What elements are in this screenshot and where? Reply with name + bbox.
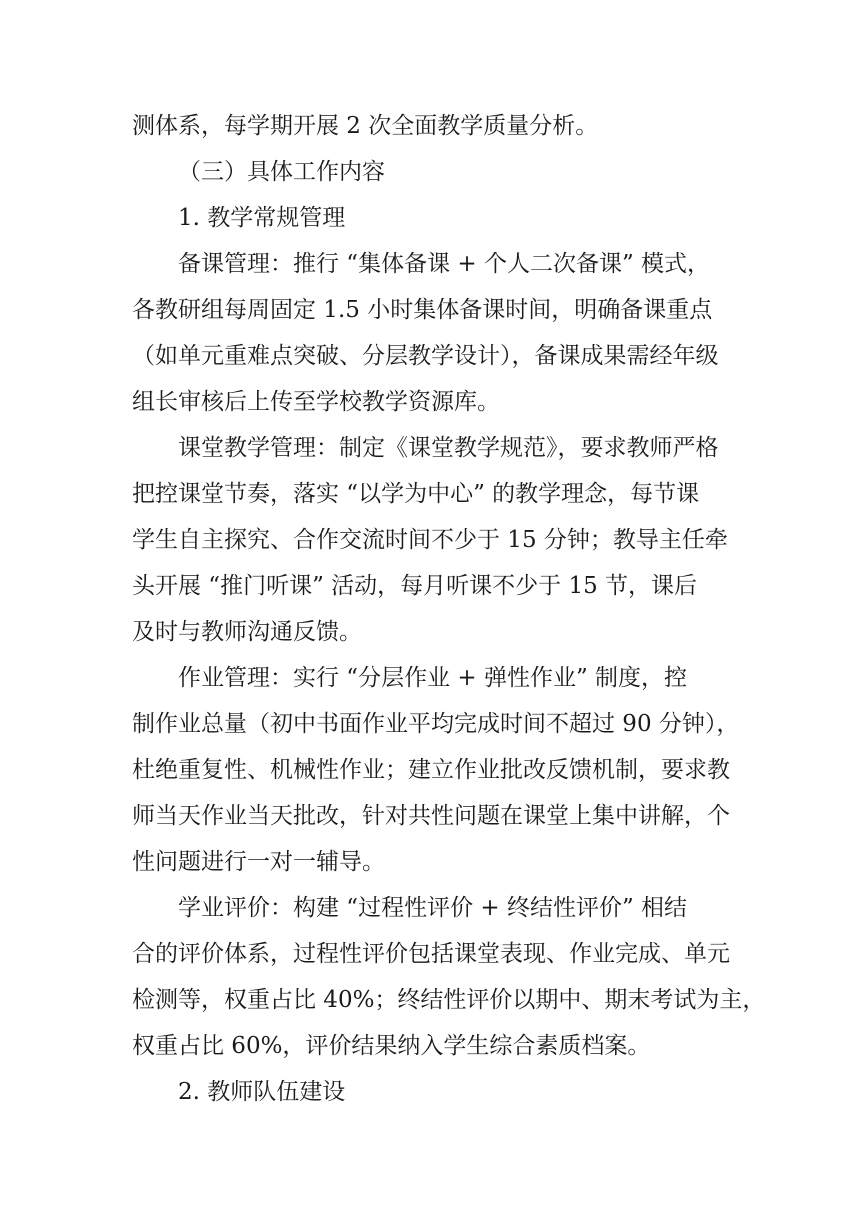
body-text-line: 作业管理：实行 “分层作业 + 弹性作业” 制度，控: [178, 665, 688, 691]
body-text-line: 测体系，每学期开展 2 次全面教学质量分析。: [132, 113, 599, 139]
body-text-line: 杜绝重复性、机械性作业；建立作业批改反馈机制，要求教: [132, 757, 730, 783]
section-heading: （三）具体工作内容: [178, 159, 385, 185]
body-text-line: 备课管理：推行 “集体备课 + 个人二次备课” 模式，: [178, 251, 711, 277]
subsection-heading: 2. 教师队伍建设: [178, 1079, 346, 1105]
body-text-line: 学业评价：构建 “过程性评价 + 终结性评价” 相结: [178, 895, 688, 921]
body-text-line: 性问题进行一对一辅导。: [132, 849, 385, 875]
body-text-line: （如单元重难点突破、分层教学设计），备课成果需经年级: [132, 343, 719, 369]
subsection-heading: 1. 教学常规管理: [178, 205, 346, 231]
body-text-line: 制作业总量（初中书面作业平均完成时间不超过 90 分钟），: [132, 711, 740, 737]
body-text-line: 组长审核后上传至学校教学资源库。: [132, 389, 500, 415]
body-text-line: 把控课堂节奏，落实 “以学为中心” 的教学理念，每节课: [132, 481, 700, 507]
body-text-line: 学生自主探究、合作交流时间不少于 15 分钟；教导主任牵: [132, 527, 728, 553]
body-text-line: 头开展 “推门听课” 活动，每月听课不少于 15 节，课后: [132, 573, 698, 599]
body-text-line: 权重占比 60%，评价结果纳入学生综合素质档案。: [132, 1033, 651, 1059]
body-text-line: 课堂教学管理：制定《课堂教学规范》，要求教师严格: [178, 435, 719, 461]
body-text-line: 各教研组每周固定 1.5 小时集体备课时间，明确备课重点: [132, 297, 713, 323]
body-text-line: 师当天作业当天批改，针对共性问题在课堂上集中讲解，个: [132, 803, 730, 829]
body-text-line: 及时与教师沟通反馈。: [132, 619, 362, 645]
body-text-line: 合的评价体系，过程性评价包括课堂表现、作业完成、单元: [132, 941, 730, 967]
body-text-line: 检测等，权重占比 40%；终结性评价以期中、期末考试为主，: [132, 987, 766, 1013]
